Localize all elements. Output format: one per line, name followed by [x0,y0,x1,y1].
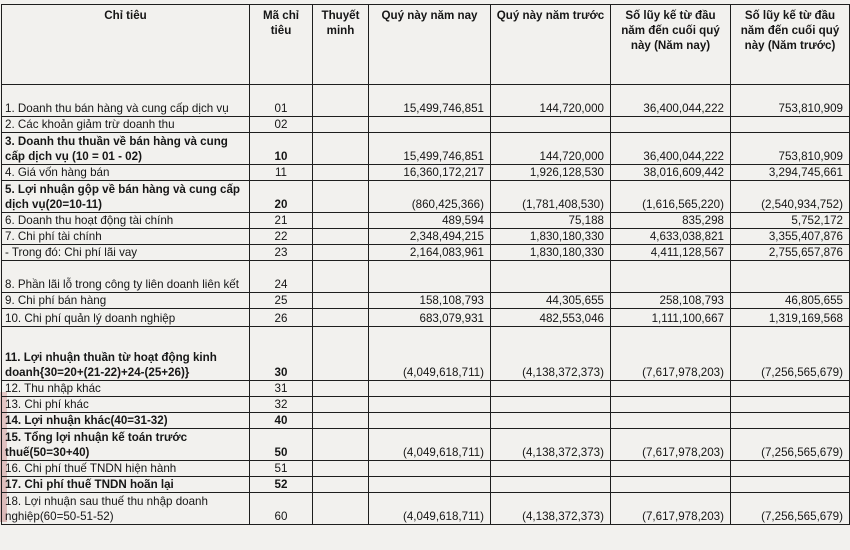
row-label: 6. Doanh thu hoạt động tài chính [2,213,250,229]
value-current-quarter [369,413,491,429]
row-code: 23 [250,245,313,261]
row-label: 11. Lợi nhuận thuần từ hoạt động kinh doanh{30=20+(21-22)+24-(25+26)} [2,327,250,381]
value-prior-year-quarter [491,117,611,133]
value-current-quarter: 16,360,172,217 [369,165,491,181]
value-ytd-current: 36,400,044,222 [611,133,731,165]
row-code: 51 [250,461,313,477]
value-current-quarter [369,117,491,133]
row-code: 02 [250,117,313,133]
value-prior-year-quarter: 1,830,180,330 [491,245,611,261]
value-ytd-prior [731,261,850,293]
header-code: Mã chỉ tiêu [250,5,313,85]
value-prior-year-quarter [491,397,611,413]
row-note [313,117,369,133]
value-ytd-current: 4,411,128,567 [611,245,731,261]
table-row [2,133,850,165]
row-code: 11 [250,165,313,181]
row-code: 30 [250,327,313,381]
table-row [2,245,850,261]
row-code: 60 [250,493,313,525]
value-ytd-current [611,413,731,429]
row-note [313,85,369,117]
value-prior-year-quarter [491,381,611,397]
value-current-quarter: (860,425,366) [369,181,491,213]
value-ytd-current: 4,633,038,821 [611,229,731,245]
header-indicator: Chỉ tiêu [2,5,250,85]
value-prior-year-quarter [491,461,611,477]
table-row [2,85,850,117]
row-code: 20 [250,181,313,213]
row-note [313,133,369,165]
table-row [2,327,850,381]
row-note [313,309,369,327]
table-row [2,117,850,133]
value-ytd-prior: 5,752,172 [731,213,850,229]
value-current-quarter: 2,348,494,215 [369,229,491,245]
row-code: 31 [250,381,313,397]
row-label: 8. Phần lãi lỗ trong công ty liên doanh liên kết [2,261,250,293]
table-row [2,381,850,397]
value-ytd-prior: 753,810,909 [731,133,850,165]
row-note [313,477,369,493]
value-ytd-prior [731,413,850,429]
table-header-row [2,5,850,85]
row-code: 22 [250,229,313,245]
row-note [313,165,369,181]
row-code: 21 [250,213,313,229]
value-ytd-current: 835,298 [611,213,731,229]
value-current-quarter: 15,499,746,851 [369,133,491,165]
value-prior-year-quarter: 144,720,000 [491,85,611,117]
table-row [2,213,850,229]
row-note [313,397,369,413]
value-prior-year-quarter: (4,138,372,373) [491,327,611,381]
row-label: 7. Chi phí tài chính [2,229,250,245]
value-current-quarter: 158,108,793 [369,293,491,309]
row-code: 40 [250,413,313,429]
row-code: 10 [250,133,313,165]
row-note [313,429,369,461]
value-ytd-current: (7,617,978,203) [611,429,731,461]
value-ytd-prior: (7,256,565,679) [731,493,850,525]
value-prior-year-quarter: 1,926,128,530 [491,165,611,181]
table-row [2,493,850,525]
value-prior-year-quarter: 144,720,000 [491,133,611,165]
row-note [313,229,369,245]
value-ytd-prior [731,117,850,133]
row-note [313,261,369,293]
value-current-quarter [369,381,491,397]
row-note [313,493,369,525]
row-code: 26 [250,309,313,327]
table-row [2,461,850,477]
value-current-quarter: (4,049,618,711) [369,429,491,461]
value-ytd-prior: 753,810,909 [731,85,850,117]
value-current-quarter [369,261,491,293]
value-ytd-current: (1,616,565,220) [611,181,731,213]
value-prior-year-quarter: 482,553,046 [491,309,611,327]
row-label: 4. Giá vốn hàng bán [2,165,250,181]
value-ytd-prior [731,477,850,493]
row-note [313,181,369,213]
table-row [2,413,850,429]
value-ytd-current: 38,016,609,442 [611,165,731,181]
value-ytd-current [611,461,731,477]
table-row [2,229,850,245]
row-label: 13. Chi phí khác [2,397,250,413]
row-code: 52 [250,477,313,493]
table-row [2,261,850,293]
row-label: 17. Chi phí thuế TNDN hoãn lại [2,477,250,493]
table-row [2,309,850,327]
row-note [313,461,369,477]
value-ytd-current: 1,111,100,667 [611,309,731,327]
value-prior-year-quarter: 1,830,180,330 [491,229,611,245]
value-ytd-current [611,477,731,493]
header-ytd-current: Số lũy kế từ đầu năm đến cuối quý này (Năm nay) [611,5,731,85]
row-label: 12. Thu nhập khác [2,381,250,397]
value-ytd-current: 36,400,044,222 [611,85,731,117]
value-prior-year-quarter: 44,305,655 [491,293,611,309]
row-label: 3. Doanh thu thuần về bán hàng và cung cấp dịch vụ (10 = 01 - 02) [2,133,250,165]
value-prior-year-quarter: 75,188 [491,213,611,229]
value-prior-year-quarter [491,477,611,493]
value-current-quarter [369,397,491,413]
row-code: 32 [250,397,313,413]
value-ytd-prior: 2,755,657,876 [731,245,850,261]
value-ytd-prior [731,381,850,397]
row-code: 50 [250,429,313,461]
value-current-quarter: (4,049,618,711) [369,327,491,381]
value-ytd-prior: (7,256,565,679) [731,327,850,381]
row-note [313,413,369,429]
row-label: 14. Lợi nhuận khác(40=31-32) [2,413,250,429]
value-current-quarter: (4,049,618,711) [369,493,491,525]
value-current-quarter: 489,594 [369,213,491,229]
value-current-quarter: 15,499,746,851 [369,85,491,117]
row-note [313,245,369,261]
value-current-quarter: 2,164,083,961 [369,245,491,261]
value-ytd-prior [731,397,850,413]
row-note [313,381,369,397]
value-ytd-current: (7,617,978,203) [611,493,731,525]
value-ytd-current [611,261,731,293]
value-ytd-current [611,397,731,413]
income-statement-table [1,4,850,525]
row-label: 16. Chi phí thuế TNDN hiện hành [2,461,250,477]
table-row [2,293,850,309]
value-ytd-prior: 1,319,169,568 [731,309,850,327]
value-ytd-prior: 3,294,745,661 [731,165,850,181]
row-label: 18. Lợi nhuận sau thuế thu nhập doanh nghiệp(60=50-51-52) [2,493,250,525]
value-prior-year-quarter [491,413,611,429]
table-row [2,429,850,461]
row-code: 01 [250,85,313,117]
row-label: - Trong đó: Chi phí lãi vay [2,245,250,261]
table-row [2,165,850,181]
value-ytd-prior [731,461,850,477]
value-current-quarter: 683,079,931 [369,309,491,327]
value-ytd-current: (7,617,978,203) [611,327,731,381]
row-code: 25 [250,293,313,309]
header-current-quarter: Quý này năm nay [369,5,491,85]
value-prior-year-quarter: (4,138,372,373) [491,493,611,525]
value-current-quarter [369,461,491,477]
row-label: 15. Tổng lợi nhuận kế toán trước thuế(50=30+40) [2,429,250,461]
row-note [313,213,369,229]
row-note [313,327,369,381]
table-row [2,397,850,413]
header-note: Thuyết minh [313,5,369,85]
row-label: 10. Chi phí quản lý doanh nghiệp [2,309,250,327]
table-row [2,181,850,213]
header-prior-year-quarter: Quý này năm trước [491,5,611,85]
value-current-quarter [369,477,491,493]
value-ytd-current: 258,108,793 [611,293,731,309]
value-ytd-current [611,381,731,397]
value-ytd-prior: (2,540,934,752) [731,181,850,213]
value-prior-year-quarter: (4,138,372,373) [491,429,611,461]
header-ytd-prior: Số lũy kế từ đầu năm đến cuối quý này (Năm trước) [731,5,850,85]
row-note [313,293,369,309]
row-label: 5. Lợi nhuận gộp về bán hàng và cung cấp dịch vụ(20=10-11) [2,181,250,213]
table-row [2,477,850,493]
value-prior-year-quarter: (1,781,408,530) [491,181,611,213]
row-label: 1. Doanh thu bán hàng và cung cấp dịch vụ [2,85,250,117]
row-code: 24 [250,261,313,293]
row-label: 2. Các khoản giảm trừ doanh thu [2,117,250,133]
value-ytd-prior: 3,355,407,876 [731,229,850,245]
row-label: 9. Chi phí bán hàng [2,293,250,309]
value-ytd-current [611,117,731,133]
value-ytd-prior: 46,805,655 [731,293,850,309]
value-ytd-prior: (7,256,565,679) [731,429,850,461]
value-prior-year-quarter [491,261,611,293]
